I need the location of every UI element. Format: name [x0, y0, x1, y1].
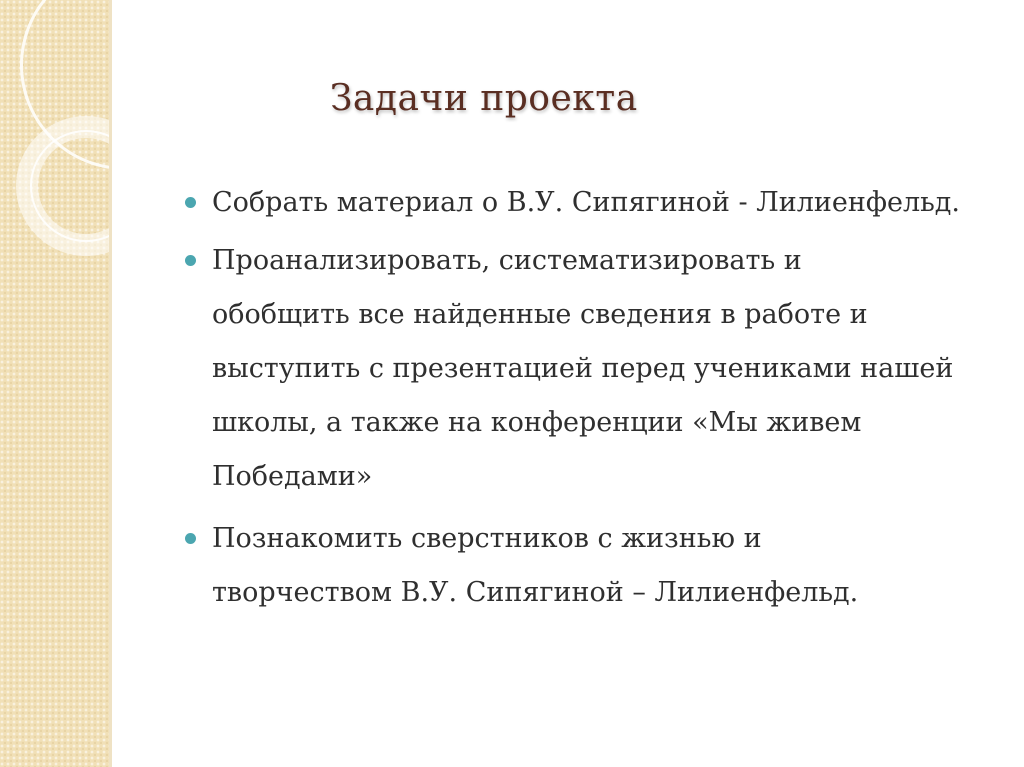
- bullet-item: [185, 512, 985, 620]
- decorative-side-strip: [0, 0, 112, 767]
- bullet-dot-icon: [185, 255, 196, 266]
- bullet-text-line: творчеством В.У. Сипягиной – Лилиенфельд.: [212, 577, 859, 608]
- bullet-text-line: Познакомить сверстников с жизнью и: [212, 523, 762, 554]
- bullet-text-line: выступить с презентацией перед учениками нашей: [212, 353, 954, 384]
- bullet-text-line: школы, а также на конференции «Мы живем: [212, 407, 862, 438]
- bullet-dot-icon: [185, 197, 196, 208]
- bullet-text-line: Проанализировать, систематизировать и: [212, 245, 802, 276]
- bullet-list: [185, 176, 985, 624]
- bullet-dot-icon: [185, 533, 196, 544]
- strip-edge: [109, 0, 112, 767]
- slide-title: Задачи проекта: [330, 78, 638, 119]
- bullet-item: [185, 176, 985, 230]
- bullet-text-line: Победами»: [212, 461, 373, 492]
- bullet-text-line: Собрать материал о В.У. Сипягиной - Лилиенфельд.: [212, 187, 961, 218]
- bullet-text-line: обобщить все найденные сведения в работе и: [212, 299, 868, 330]
- bullet-item: [185, 234, 985, 504]
